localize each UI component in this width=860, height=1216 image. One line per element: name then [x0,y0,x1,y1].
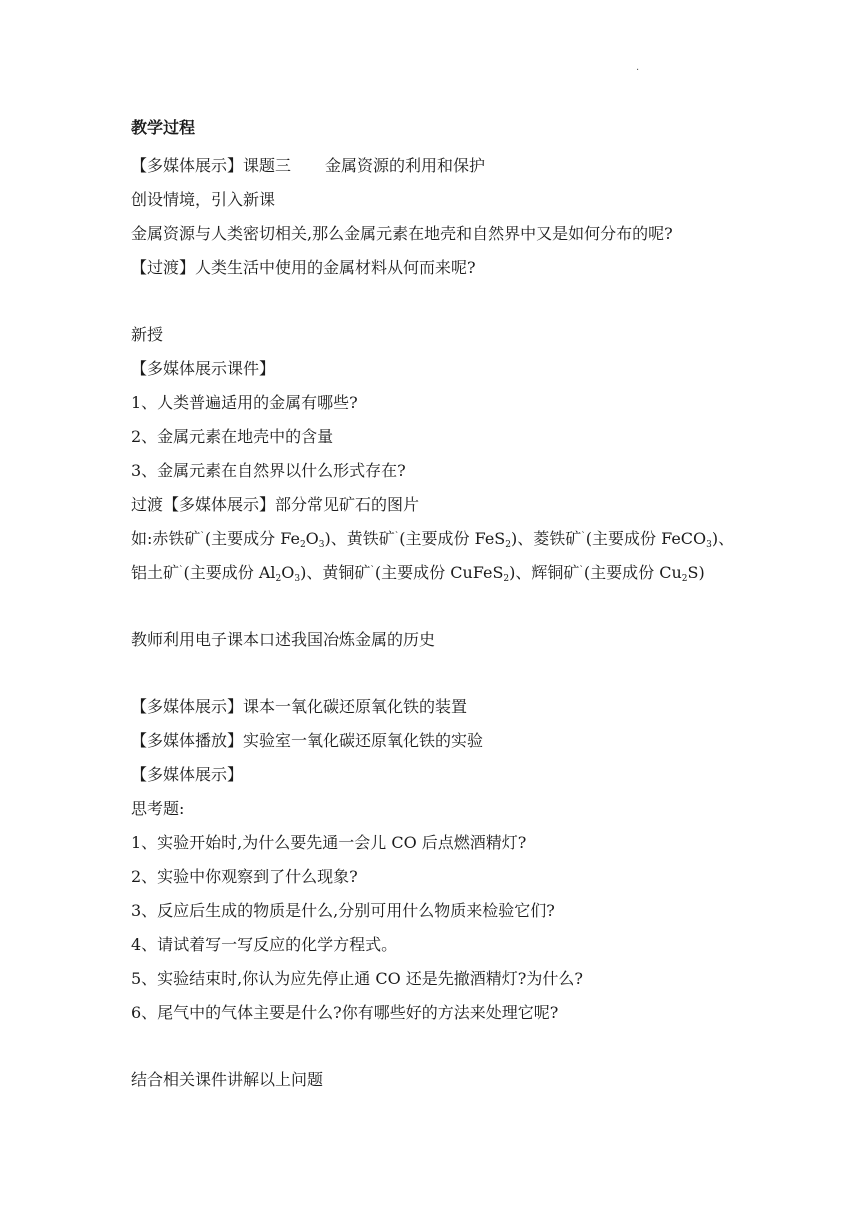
ore-hematite: 如:赤铁矿 [131,529,201,548]
subscript: 2 [505,540,512,550]
tone-mark: ` [581,532,586,542]
subscript: 2 [299,540,306,550]
subscript: 3 [294,574,301,584]
question-item-2: 2、金属元素在地壳中的含量 [131,427,334,446]
section-title: 教学过程 [131,118,196,137]
ore-siderite: )、菱铁矿 [511,529,582,548]
ore-text: O [305,529,319,548]
subscript: 2 [681,574,688,584]
ore-pyrite: )、黄铁矿 [324,529,395,548]
apparatus-line: 【多媒体展示】课本一氧化碳还原氧化铁的装置 [131,697,468,716]
ore-transition-line: 过渡【多媒体展示】部分常见矿石的图片 [131,495,420,514]
ore-text: O [281,563,295,582]
ore-text: (主要成份 CuFeS [374,563,504,582]
tone-mark: ` [200,532,205,542]
subscript: 3 [706,540,712,550]
subscript: 3 [318,540,325,550]
subscript: 2 [275,574,282,584]
courseware-heading: 【多媒体展示课件】 [131,359,276,378]
thinking-question-6: 6、尾气中的气体主要是什么?你有哪些好的方法来处理它呢? [131,1003,559,1022]
ore-bauxite: 铝土矿 [131,563,180,582]
ore-text: (主要成份 FeCO [585,529,707,548]
history-line: 教师利用电子课本口述我国冶炼金属的历史 [131,630,436,649]
topic-label: 【多媒体展示】课题三 [131,156,292,175]
header-mark: . [636,62,640,73]
ore-text: )、 [711,529,735,548]
ore-list-line-1 [131,528,734,550]
tone-mark: ` [179,566,184,576]
question-item-3: 3、金属元素在自然界以什么形式存在? [131,461,406,480]
tone-mark: ` [370,566,375,576]
summary-line: 结合相关课件讲解以上问题 [131,1070,324,1089]
thinking-question-2: 2、实验中你观察到了什么现象? [131,867,358,886]
new-lesson-heading: 新授 [131,325,164,344]
intro-question: 金属资源与人类密切相关,那么金属元素在地壳和自然界中又是如何分布的呢? [131,224,673,243]
multimedia-topic-line [131,155,485,177]
transition-line: 【过渡】人类生活中使用的金属材料从何而来呢? [131,258,476,277]
thinking-question-5: 5、实验结束时,你认为应先停止通 CO 还是先撤酒精灯?为什么? [131,969,583,988]
question-item-1: 1、人类普遍适用的金属有哪些? [131,393,358,412]
questions-heading: 思考题: [131,799,185,818]
subscript: 2 [503,574,510,584]
topic-title: 金属资源的利用和保护 [325,156,486,175]
ore-text: (主要成份 Al [183,563,276,582]
ore-chalcocite: )、辉铜矿 [509,563,580,582]
ore-list-line-2 [131,562,705,584]
multimedia-display-line: 【多媒体展示】 [131,765,244,784]
tone-mark: ` [579,566,584,576]
tone-mark: ` [394,532,400,542]
ore-text: (主要成份 FeS [399,529,506,548]
thinking-question-4: 4、请试着写一写反应的化学方程式。 [131,935,398,954]
thinking-question-1: 1、实验开始时,为什么要先通一会儿 CO 后点燃酒精灯? [131,833,527,852]
ore-text: (主要成份 Cu [583,563,682,582]
ore-text: (主要成分 Fe [204,529,300,548]
ore-chalcopyrite: )、黄铜矿 [300,563,371,582]
ore-text: S) [687,563,705,582]
experiment-video-line: 【多媒体播放】实验室一氧化碳还原氧化铁的实验 [131,731,484,750]
thinking-question-3: 3、反应后生成的物质是什么,分别可用什么物质来检验它们? [131,901,555,920]
intro-heading: 创设情境，引入新课 [131,190,276,209]
